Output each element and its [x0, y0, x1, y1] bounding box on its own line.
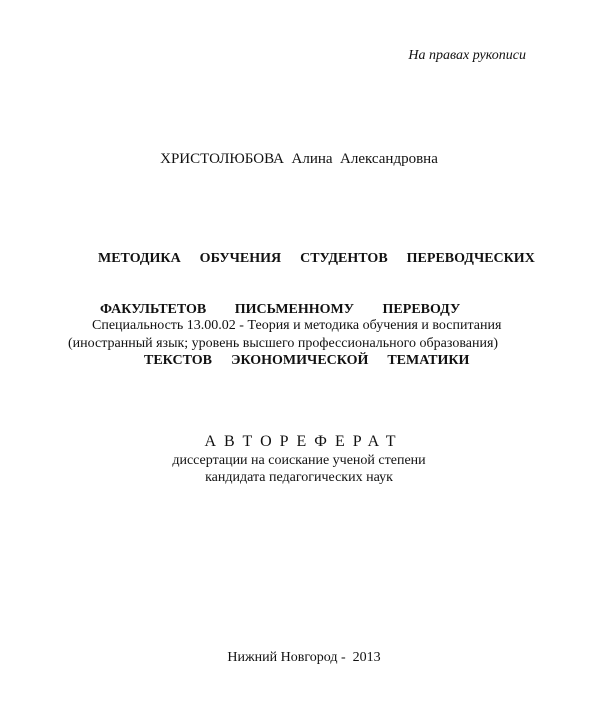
specialty-line: (иностранный язык; уровень высшего профессионального образования)	[68, 336, 499, 351]
city-year: Нижний Новгород - 2013	[227, 650, 381, 665]
author-name: ХРИСТОЛЮБОВА Алина Александровна	[160, 151, 438, 167]
abstract-subtitle-line: кандидата педагогических наук	[205, 470, 393, 485]
title-line: МЕТОДИКА ОБУЧЕНИЯ СТУДЕНТОВ ПЕРЕВОДЧЕСКИХ	[98, 251, 535, 266]
abstract-heading: АВТОРЕФЕРАТ	[204, 433, 404, 450]
title-line: ФАКУЛЬТЕТОВ ПИСЬМЕННОМУ ПЕРЕВОДУ	[100, 302, 461, 317]
specialty-line: Специальность 13.00.02 - Теория и методика обучения и воспитания	[92, 318, 502, 333]
dissertation-title	[80, 216, 540, 403]
manuscript-note: На правах рукописи	[408, 48, 526, 63]
abstract-subtitle-line: диссертации на соискание ученой степени	[172, 453, 426, 468]
title-line: ТЕКСТОВ ЭКОНОМИЧЕСКОЙ ТЕМАТИКИ	[144, 353, 470, 368]
abstract-block	[0, 432, 598, 486]
specialty-block	[0, 317, 598, 353]
